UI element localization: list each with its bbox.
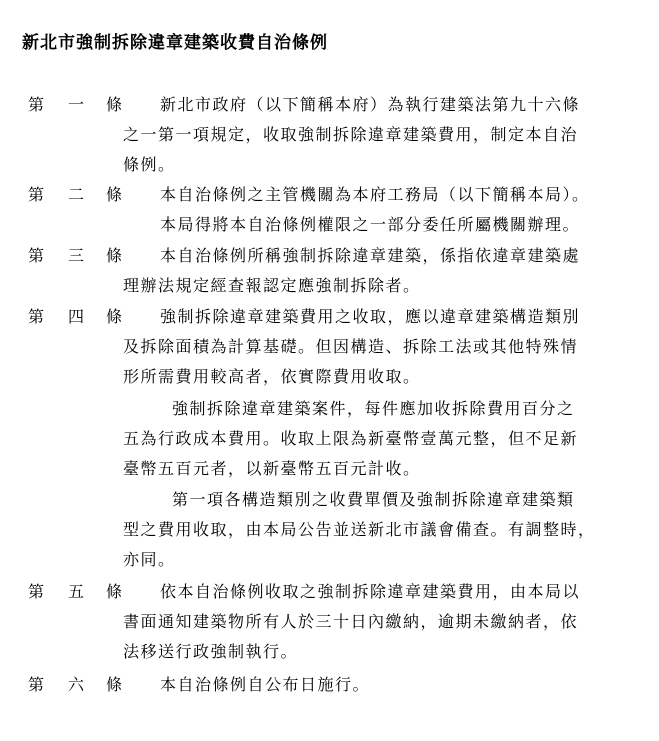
article-4-line: 臺幣五百元者，以新臺幣五百元計收。 [123,459,421,478]
article-2-label [28,180,136,210]
article-label-number: 一 [68,95,85,114]
article-4-line: 型之費用收取，由本局公告並送新北市議會備查。有調整時， [123,520,596,539]
article-3-label [28,241,136,271]
article-label-di: 第 [28,246,45,265]
article-label-di: 第 [28,185,45,204]
article-5-line: 法移送行政強制執行。 [123,642,299,661]
article-3-line: 本自治條例所稱強制拆除違章建築，係指依違章建築處 [160,246,581,265]
article-2-line: 本局得將本自治條例權限之一部分委任所屬機關辦理。 [160,215,581,234]
article-label-number: 六 [68,675,85,694]
article-5-label [28,577,136,607]
article-4-label [28,302,136,332]
article-label-tiao: 條 [106,246,123,265]
article-5-line: 書面通知建築物所有人於三十日內繳納，逾期未繳納者，依 [123,612,579,631]
article-label-tiao: 條 [106,307,123,326]
article-label-tiao: 條 [106,675,123,694]
article-label-tiao: 條 [106,95,123,114]
article-1-label [28,90,136,120]
article-label-number: 四 [68,307,85,326]
article-2-line: 本自治條例之主管機關為本府工務局（以下簡稱本局）。 [160,185,590,204]
article-4-line: 強制拆除違章建築費用之收取，應以違章建築構造類別 [160,307,581,326]
document-title: 新北市強制拆除違章建築收費自治條例 [22,33,328,53]
article-label-di: 第 [28,95,45,114]
article-3-line: 理辦法規定經查報認定應強制拆除者。 [123,276,421,295]
article-4-line: 第一項各構造類別之收費單價及強制拆除違章建築類 [172,490,575,509]
article-label-number: 二 [68,185,85,204]
article-4-line: 及拆除面積為計算基礎。但因構造、拆除工法或其他特殊情 [123,337,579,356]
article-label-tiao: 條 [106,582,123,601]
article-1-line: 條例。 [123,155,176,174]
article-label-di: 第 [28,307,45,326]
article-label-tiao: 條 [106,185,123,204]
article-5-line: 依本自治條例收取之強制拆除違章建築費用，由本局以 [160,582,581,601]
article-6-label [28,670,136,700]
article-6-line: 本自治條例自公布日施行。 [160,675,371,694]
article-4-line: 強制拆除違章建築案件，每件應加收拆除費用百分之 [172,399,575,418]
article-label-di: 第 [28,582,45,601]
article-1-line: 新北市政府（以下簡稱本府）為執行建築法第九十六條 [160,95,581,114]
article-label-number: 五 [68,582,85,601]
article-4-line: 亦同。 [123,550,176,569]
article-4-line: 五為行政成本費用。收取上限為新臺幣壹萬元整，但不足新 [123,429,579,448]
article-label-di: 第 [28,675,45,694]
article-4-line: 形所需費用較高者，依實際費用收取。 [123,367,421,386]
article-1-line: 之一第一項規定，收取強制拆除違章建築費用，制定本自治 [123,125,579,144]
article-label-number: 三 [68,246,85,265]
